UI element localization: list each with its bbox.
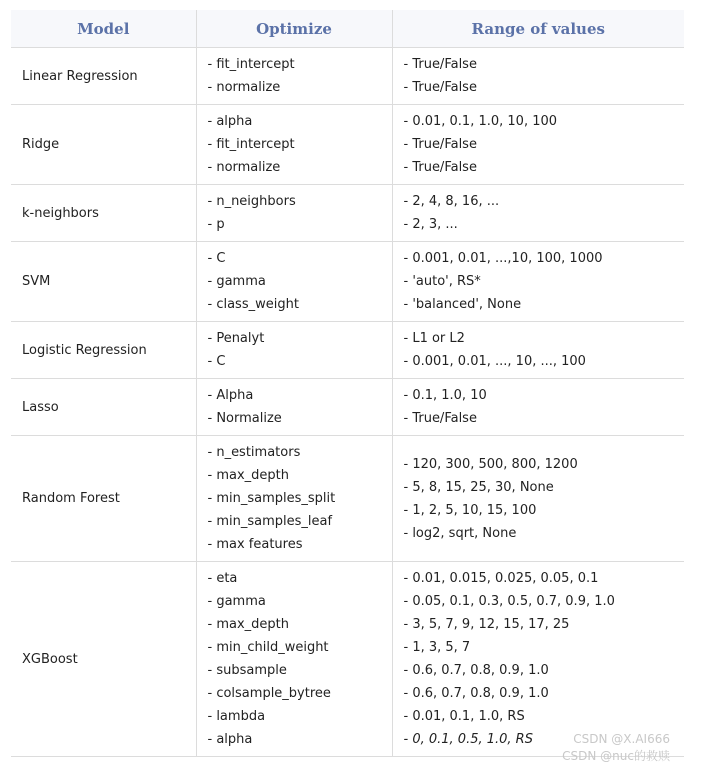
range-item: - 2, 3, ...: [403, 217, 458, 232]
param-item: - fit_intercept: [207, 57, 295, 72]
header-row: [11, 10, 684, 48]
table-row: [11, 185, 684, 242]
range-item: - True/False: [403, 160, 477, 175]
param-item: - C: [207, 354, 226, 369]
model-cell: Lasso: [11, 379, 196, 436]
range-item: - 0.001, 0.01, ..., 10, ..., 100: [403, 354, 586, 369]
table-row: [11, 48, 684, 105]
optimize-cell: [196, 48, 392, 105]
optimize-cell: [196, 322, 392, 379]
optimize-cell: [196, 242, 392, 322]
param-item: - class_weight: [207, 297, 299, 312]
model-cell: SVM: [11, 242, 196, 322]
param-item: - normalize: [207, 80, 281, 95]
range-item: - 'auto', RS*: [403, 274, 481, 289]
range-item: - 0.6, 0.7, 0.8, 0.9, 1.0: [403, 663, 549, 678]
range-cell: [392, 185, 684, 242]
param-item: - fit_intercept: [207, 137, 295, 152]
param-item: - alpha: [207, 114, 253, 129]
param-item: - eta: [207, 571, 238, 586]
param-item: - subsample: [207, 663, 287, 678]
range-item: - 0.01, 0.1, 1.0, 10, 100: [403, 114, 558, 129]
range-item: - 0.01, 0.1, 1.0, RS: [403, 709, 525, 724]
range-item: - True/False: [403, 411, 477, 426]
param-item: - max_depth: [207, 617, 289, 632]
range-item: - 1, 3, 5, 7: [403, 640, 471, 655]
range-item: - 3, 5, 7, 9, 12, 15, 17, 25: [403, 617, 570, 632]
param-item: - min_child_weight: [207, 640, 329, 655]
table-row: [11, 242, 684, 322]
range-item: - True/False: [403, 57, 477, 72]
range-cell: [392, 48, 684, 105]
param-item: - normalize: [207, 160, 281, 175]
watermark: [562, 731, 670, 765]
header-model: Model: [11, 10, 196, 48]
range-item: - 0.001, 0.01, ...,10, 100, 1000: [403, 251, 603, 266]
optimize-cell: [196, 105, 392, 185]
range-cell: [392, 105, 684, 185]
table-row: [11, 105, 684, 185]
param-item: - lambda: [207, 709, 266, 724]
header-range: Range of values: [392, 10, 684, 48]
range-cell: [392, 242, 684, 322]
param-item: - n_neighbors: [207, 194, 296, 209]
range-item: - L1 or L2: [403, 331, 465, 346]
table-row: [11, 436, 684, 562]
param-item: - C: [207, 251, 226, 266]
param-item: - n_estimators: [207, 445, 301, 460]
param-item: - alpha: [207, 732, 253, 747]
model-cell: Random Forest: [11, 436, 196, 562]
param-item: - max_depth: [207, 468, 289, 483]
optimize-cell: [196, 185, 392, 242]
param-item: - gamma: [207, 274, 266, 289]
optimize-cell: [196, 436, 392, 562]
range-item: - 0.1, 1.0, 10: [403, 388, 487, 403]
param-item: - Normalize: [207, 411, 282, 426]
watermark-line-1: CSDN @X.AI666: [573, 732, 670, 746]
optimize-cell: [196, 562, 392, 757]
model-cell: Logistic Regression: [11, 322, 196, 379]
model-cell: Linear Regression: [11, 48, 196, 105]
param-item: - min_samples_split: [207, 491, 336, 506]
param-item: - Alpha: [207, 388, 254, 403]
model-cell: XGBoost: [11, 562, 196, 757]
param-item: - Penalyt: [207, 331, 265, 346]
range-item: - 2, 4, 8, 16, ...: [403, 194, 500, 209]
param-item: - gamma: [207, 594, 266, 609]
table-row: [11, 562, 684, 757]
model-cell: Ridge: [11, 105, 196, 185]
range-item: - 0, 0.1, 0.5, 1.0, RS: [403, 732, 533, 747]
param-item: - max features: [207, 537, 303, 552]
param-item: - colsample_bytree: [207, 686, 331, 701]
range-item: - True/False: [403, 80, 477, 95]
optimize-cell: [196, 379, 392, 436]
model-cell: k-neighbors: [11, 185, 196, 242]
range-item: - 1, 2, 5, 10, 15, 100: [403, 502, 537, 518]
range-item: - log2, sqrt, None: [403, 525, 517, 541]
param-item: - p: [207, 217, 225, 232]
range-item: - 0.05, 0.1, 0.3, 0.5, 0.7, 0.9, 1.0: [403, 594, 615, 609]
table-row: [11, 322, 684, 379]
range-cell: [392, 562, 684, 757]
range-item: - 'balanced', None: [403, 297, 522, 312]
range-item: - 0.01, 0.015, 0.025, 0.05, 0.1: [403, 571, 599, 586]
range-item: - 120, 300, 500, 800, 1200: [403, 456, 578, 472]
param-item: - min_samples_leaf: [207, 514, 333, 529]
watermark-line-2: CSDN @nuc的救赎: [562, 749, 670, 763]
header-optimize: Optimize: [196, 10, 392, 48]
range-item: - 5, 8, 15, 25, 30, None: [403, 479, 554, 495]
range-item: - 0.6, 0.7, 0.8, 0.9, 1.0: [403, 686, 549, 701]
range-cell: [392, 379, 684, 436]
table-row: [11, 379, 684, 436]
hyperparameter-table: [11, 10, 684, 757]
range-cell: [392, 322, 684, 379]
range-cell: [392, 436, 684, 562]
range-item: - True/False: [403, 137, 477, 152]
